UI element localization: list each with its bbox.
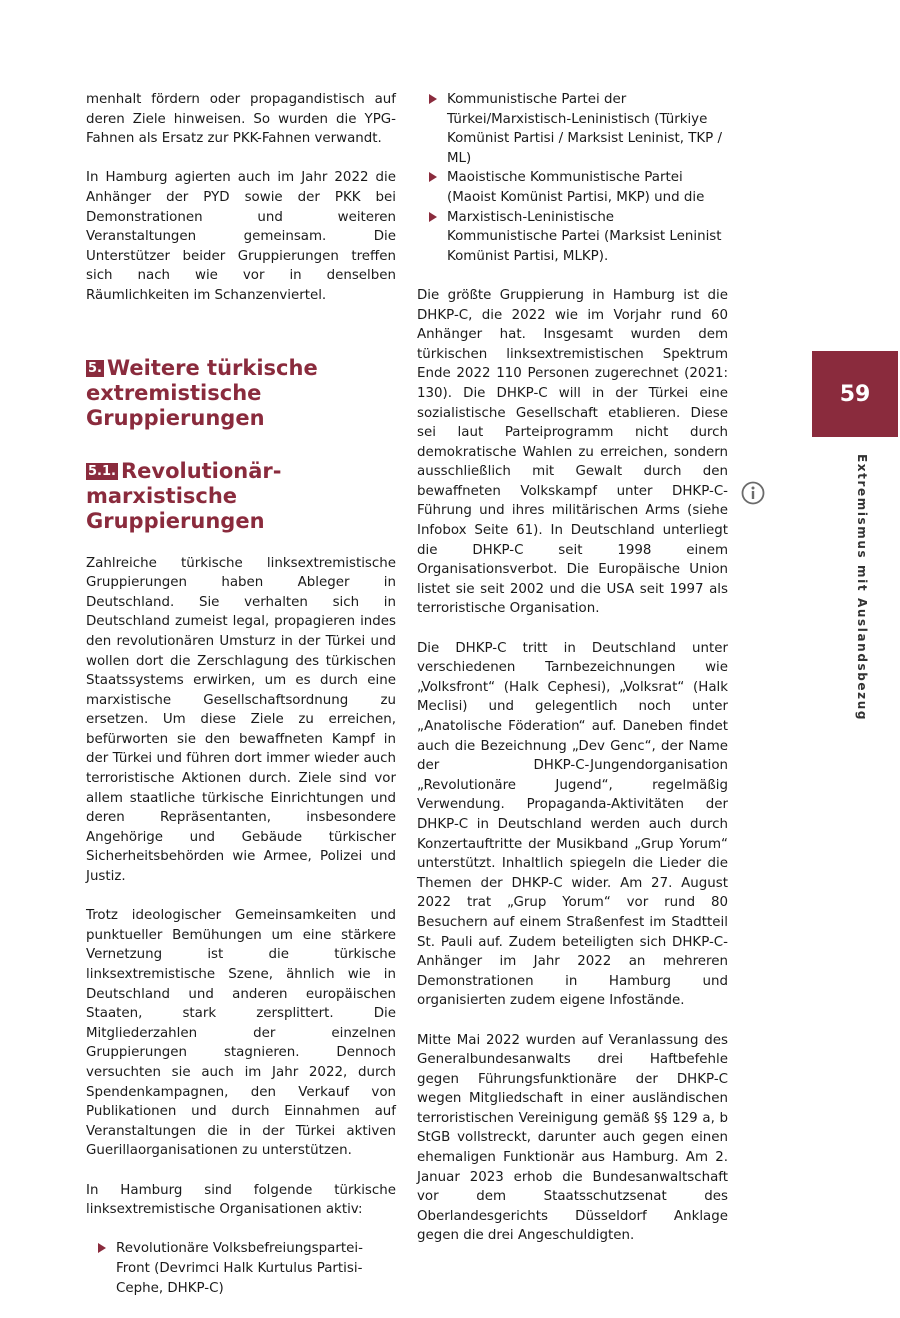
section-heading [86,356,396,431]
paragraph: Zahlreiche türkische linksextremistische Gruppierungen haben Ableger in Deutschland. Sie verhalten sich in Deutschland zumeist legal, propagieren indes den revolutionären Umsturz in der Türkei und wollen dort die Zerschlagung des türkischen Staatssystems erwirken, um es durch eine marxistische Gesellschaftsordnung zu ersetzen. Um diese Ziele zu erreichen, befürworten sie den bewaffneten Kampf in der Türkei und führen dort immer wieder auch terroristische Aktionen durch. Ziele sind vor allem staatliche türkische Einrichtungen und deren Repräsentanten, insbesondere Angehörige und Gebäude türkischer Sicherheitsbehörden wie Armee, Polizei und Justiz. [86,555,396,885]
list-item [86,1239,396,1298]
organisation-list [86,1239,396,1298]
list-item [417,168,728,207]
list-item-text: Revolutionäre Volksbefreiungspartei-Front (Devrimci Halk Kurtulus Partisi-Cephe, DHKP-C) [116,1241,363,1296]
page-number-tab [812,351,898,437]
list-item [417,90,728,168]
list-item [417,208,728,267]
list-item-text: Maoistische Kommunistische Partei (Maoist Komünist Partisi, MKP) und die [447,170,705,205]
paragraph: Mitte Mai 2022 wurden auf Veranlassung des Generalbundesanwalts drei Haftbefehle gegen Führungsfunktionäre der DHKP-C wegen Mitgliedschaft in einer ausländischen terroristischen Vereinigung gemäß §§ 129 a, b StGB vollstreckt, darunter auch gegen einen ehemaligen Funktionär aus Hamburg. Am 2. Januar 2023 erhob die Bundesanwaltschaft vor dem Staatsschutzsenat des Oberlandesgerichts Düsseldorf Anklage gegen die drei Angeschuldigten. [417,1032,728,1244]
left-column [86,90,396,1318]
page-number: 59 [839,381,871,407]
paragraph: In Hamburg agierten auch im Jahr 2022 die Anhänger der PYD sowie der PKK bei Demonstrationen und weiteren Veranstaltungen gemeinsam. Die Unterstützer beider Gruppierungen treffen sich nach wie vor in denselben Räumlichkeiten im Schanzenviertel. [86,170,396,303]
subsection-number: 5.1. [88,463,116,479]
right-column [417,90,728,1266]
subsection-heading [86,459,396,534]
triangle-bullet-icon [98,1243,106,1253]
paragraph: In Hamburg sind folgende türkische linksextremistische Organisationen aktiv: [86,1182,396,1218]
paragraph: Die DHKP-C tritt in Deutschland unter verschiedenen Tarnbezeichnungen wie „Volksfront“ (Halk Cephesi), „Volksrat“ (Halk Meclisi) und gelegentlich noch unter „Anatolische Föderation“ auf. Daneben findet auch die Bezeichnung „Dev Genc“, der Name der DHKP-C-Jungendorganisation „Revolutionäre Jugend“, regelmäßig Verwendung. Propaganda-Aktivitäten der DHKP-C in Deutschland werden auch durch Konzertauftritte der Musikband „Grup Yorum“ unterstützt. Inhaltlich spiegeln die Lieder die Themen der DHKP-C wider. Am 27. August 2022 trat „Grup Yorum“ vor rund 80 Besuchern auf einem Straßenfest im Stadtteil St. Pauli auf. Zudem beteiligten sich DHKP-C-Anhänger im Jahr 2022 an mehreren Demonstrationen in Hamburg und organisierten zudem eigene Infostände. [417,640,728,1009]
list-item-text: Marxistisch-Leninistische Kommunistische Partei (Marksist Leninist Komünist Partisi, MLKP). [447,209,722,264]
triangle-bullet-icon [429,172,437,182]
organisation-list [417,90,728,266]
list-item-text: Kommunistische Partei der Türkei/Marxistisch-Leninistisch (Türkiye Komünist Partisi / Marksist Leninist, TKP / ML) [447,92,723,166]
paragraph: menhalt fördern oder propagandistisch auf deren Ziele hinweisen. So wurden die YPG-Fahnen als Ersatz zur PKK-Fahnen verwandt. [86,92,396,147]
triangle-bullet-icon [429,94,437,104]
info-icon [741,481,765,505]
section-title: Weitere türkische extremistische Gruppierungen [86,355,318,430]
section-number: 5. [88,360,102,376]
triangle-bullet-icon [429,212,437,222]
paragraph: Die größte Gruppierung in Hamburg ist die DHKP-C, die 2022 wie im Vorjahr rund 60 Anhänger hat. Insgesamt wurden dem türkischen linksextremistischen Spektrum Ende 2022 110 Personen zugerechnet (2021: 130). Die DHKP-C will in der Türkei eine sozialistische Gesellschaft etablieren. Diese sei laut Parteiprogramm nicht durch demokratische Wahlen zu erreichen, sondern ausschließlich mit Gewalt durch den bewaffneten Volkskampf unter DHKP-C-Führung und ihres militärischen Arms (siehe Infobox Seite 61). In Deutschland unterliegt die DHKP-C seit 1998 einem Organisationsverbot. Die Europäische Union listet sie seit 2002 und die USA seit 1997 als terroristische Organisation. [417,287,728,617]
chapter-side-label: Extremismus mit Auslandsbezug [855,454,869,722]
subsection-title: Revolutionär-marxistische Gruppierungen [86,458,282,533]
paragraph: Trotz ideologischer Gemeinsamkeiten und punktueller Bemühungen um eine stärkere Vernetzung ist die türkische linksextremistische Szene, ähnlich wie in Deutschland und anderen europäischen Staaten, stark zersplittert. Die Mitgliederzahlen der einzelnen Gruppierungen stagnieren. Dennoch versuchten sie auch im Jahr 2022, durch Spendenkampagnen, den Verkauf von Publikationen und durch Einnahmen auf Veranstaltungen die in der Türkei aktiven Guerillaorganisationen zu unterstützen. [86,908,396,1159]
